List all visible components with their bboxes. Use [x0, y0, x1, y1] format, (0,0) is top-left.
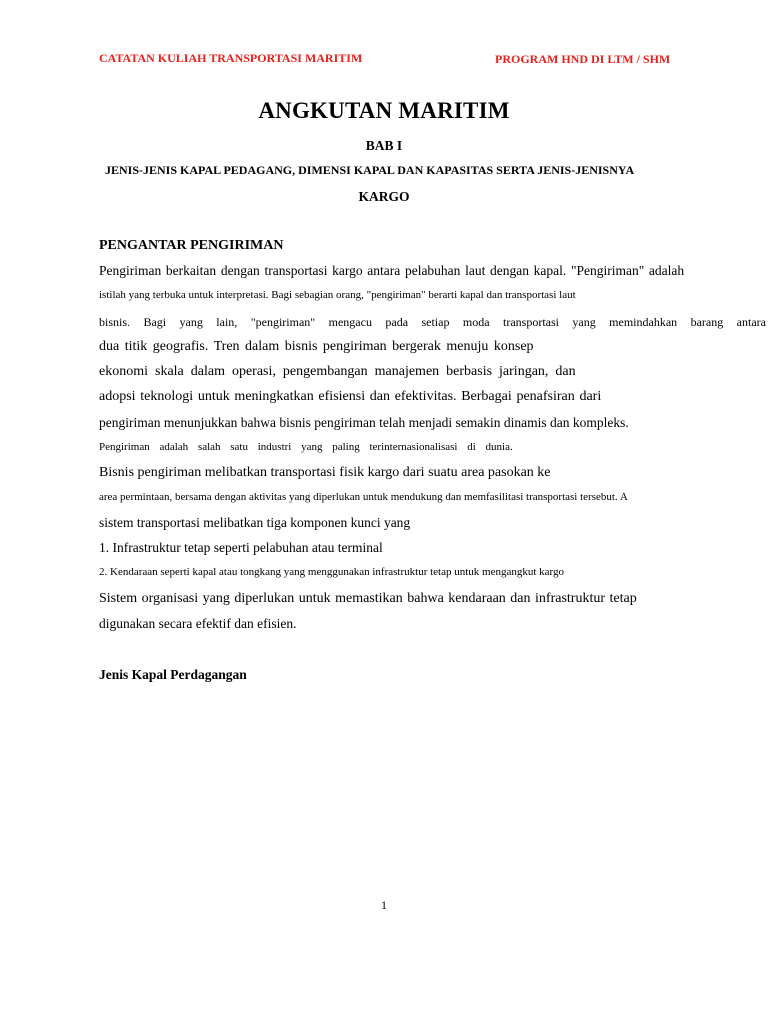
section-heading-pengantar: PENGANTAR PENGIRIMAN: [99, 238, 284, 253]
chapter-label: BAB I: [365, 138, 403, 153]
header-right: PROGRAM HND DI LTM / SHM: [495, 52, 671, 66]
paragraph-line: adopsi teknologi untuk meningkatkan efisiensi dan efektivitas. Berbagai penafsiran dari: [99, 389, 602, 404]
chapter-subtitle-line1: JENIS-JENIS KAPAL PEDAGANG, DIMENSI KAPAL DAN KAPASITAS SERTA JENIS-JENISNYA: [105, 163, 635, 177]
page-number: 1: [381, 898, 387, 912]
paragraph-line: Bisnis pengiriman melibatkan transportasi fisik kargo dari suatu area pasokan ke: [99, 465, 551, 480]
paragraph-line: sistem transportasi melibatkan tiga komponen kunci yang: [99, 515, 411, 530]
list-item: 1. Infrastruktur tetap seperti pelabuhan atau terminal: [99, 540, 383, 555]
paragraph-line: area permintaan, bersama dengan aktivitas yang diperlukan untuk mendukung dan memfasilitasi transportasi tersebut. A: [99, 491, 628, 503]
paragraph-line: digunakan secara efektif dan efisien.: [99, 616, 297, 631]
paragraph-line: Pengiriman adalah salah satu industri yang paling terinternasionalisasi di dunia.: [99, 441, 513, 453]
paragraph-line: dua titik geografis. Tren dalam bisnis pengiriman bergerak menuju konsep: [99, 339, 534, 354]
paragraph-line: ekonomi skala dalam operasi, pengembangan manajemen berbasis jaringan, dan: [99, 364, 576, 379]
chapter-subtitle-line2: KARGO: [358, 189, 410, 204]
paragraph-line: pengiriman menunjukkan bahwa bisnis pengiriman telah menjadi semakin dinamis dan kompleks.: [99, 415, 629, 430]
page-title: ANGKUTAN MARITIM: [258, 98, 510, 123]
paragraph-line: bisnis. Bagi yang lain, "pengiriman" mengacu pada setiap moda transportasi yang memindahkan barang antara: [99, 315, 766, 329]
paragraph-line: istilah yang terbuka untuk interpretasi. Bagi sebagian orang, "pengiriman" berarti kapal dan transportasi laut: [99, 289, 576, 301]
paragraph-line: Pengiriman berkaitan dengan transportasi kargo antara pelabuhan laut dengan kapal. "Pengiriman" adalah: [99, 263, 685, 278]
list-item: 2. Kendaraan seperti kapal atau tongkang yang menggunakan infrastruktur tetap untuk mengangkut kargo: [99, 566, 565, 578]
header-left: CATATAN KULIAH TRANSPORTASI MARITIM: [99, 51, 363, 65]
section-heading-jenis-kapal: Jenis Kapal Perdagangan: [99, 667, 247, 682]
paragraph-line: Sistem organisasi yang diperlukan untuk memastikan bahwa kendaraan dan infrastruktur tetap: [99, 591, 637, 606]
